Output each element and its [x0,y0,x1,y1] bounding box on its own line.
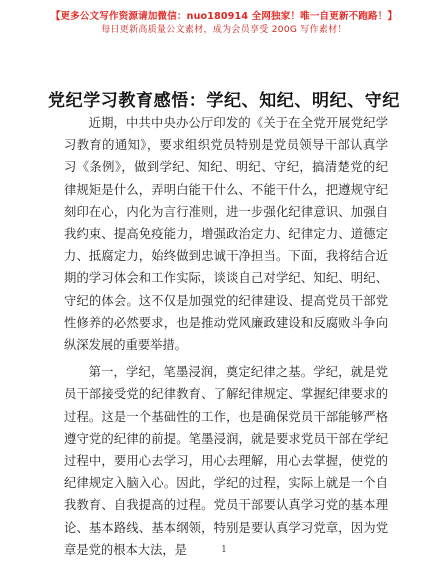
promo-banner-line-2: 每日更新高质量公文素材，成为会员享受 200G 写作素材！ [101,25,347,35]
body-paragraph: 近期，中共中央办公厅印发的《关于在全党开展党纪学习教育的通知》，要求组织党员特别是党员领导干部认真学习《条例》，做到学纪、知纪、明纪、守纪，搞清楚党的纪律规矩是什么，弄明白能干什么、不能干什么，把遵规守纪刻印在心，内化为言行准则，进一步强化纪律意识、加强自我约束、提高免疫能力，增强政治定力、纪律定力、道德定力、抵腐定力，始终做到忠诚干净担当。下面，我将结合近期的学习体会和工作实际，谈谈自己对学纪、知纪、明纪、守纪的体会。这不仅是加强党的纪律建设、提高党员干部党性修养的必然要求，也是推动党风廉政建设和反腐败斗争向纵深发展的重要举措。 [64,116,388,353]
promo-banner-line-1: 【更多公文写作资源请加微信：nuo180914 全网独家！唯一自更新不跑路！】 [50,11,398,22]
document-body [64,112,388,566]
document-title: 党纪学习教育感悟：学纪、知纪、明纪、守纪 [48,91,400,111]
page-number: 1 [221,545,227,555]
body-paragraph: 第一，学纪，笔墨浸润，奠定纪律之基。学纪，就是党员干部接受党的纪律教育、了解纪律规定、掌握纪律要求的过程。这是一个基础性的工作，也是确保党员干部能够严格遵守党的纪律的前提。笔墨浸润，就是要求党员干部在学纪过程中，要用心去学习，用心去理解，用心去掌握，使党的纪律规定入脑入心。因此，学纪的过程，实际上就是一个自我教育、自我提高的过程。党员干部要认真学习党的基本理论、基本路线、基本纲领，特别是要认真学习党章，因为党章是党的根本大法，是 [64,365,388,557]
